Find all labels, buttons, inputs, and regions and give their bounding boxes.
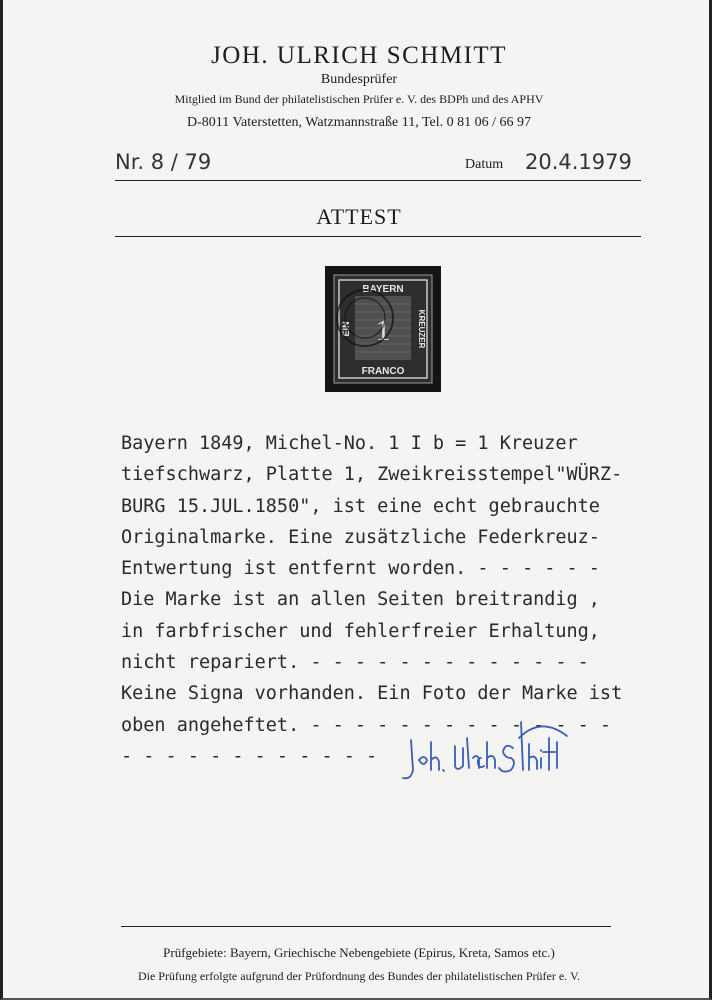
- body-line: - - - - - - - - - - - -: [121, 745, 378, 767]
- body-line: Originalmarke. Eine zusätzliche Federkreuz-: [121, 526, 600, 548]
- certificate-date: 20.4.1979: [525, 150, 632, 174]
- divider-title: [115, 236, 641, 237]
- body-line: nicht repariert. - - - - - - - - - - - - -: [121, 652, 589, 674]
- stamp-bottom-text: FRANCO: [361, 366, 405, 377]
- divider-top: [115, 180, 641, 181]
- stamp-left-text: EIN: [341, 321, 351, 337]
- address-line: D-8011 Vaterstetten, Watzmannstraße 11, Tel. 0 81 06 / 66 97: [186, 115, 532, 130]
- footer-basis: Die Prüfung erfolgte aufgrund der Prüfordnung des Bundes der philatelistischen Prüfer e. V.: [137, 969, 581, 983]
- body-line: tiefschwarz, Platte 1, Zweikreisstempel"WÜRZ-: [121, 464, 623, 486]
- body-line: Entwertung ist entfernt worden. - - - - - -: [121, 558, 600, 580]
- certificate-number: Nr. 8 / 79: [115, 150, 212, 174]
- certificate-title: ATTEST: [316, 204, 402, 229]
- date-label: Datum: [465, 157, 504, 172]
- body-line: Keine Signa vorhanden. Ein Foto der Marke ist: [121, 683, 623, 705]
- body-line: Die Marke ist an allen Seiten breitrandig ,: [121, 589, 600, 611]
- examiner-name: JOH. ULRICH SCHMITT: [211, 42, 507, 69]
- body-line: BURG 15.JUL.1850", ist eine echt gebrauchte: [121, 495, 600, 517]
- body-line: oben angeheftet. - - - - - - - - - - - - - -: [121, 714, 612, 736]
- stamp-right-text: KREUZER: [417, 309, 426, 349]
- body-line: Bayern 1849, Michel-No. 1 I b = 1 Kreuzer: [121, 433, 578, 454]
- stamp-numeral: 1: [375, 314, 391, 347]
- stamp-top-text: BAYERN: [362, 284, 404, 295]
- body-line: in farbfrischer und fehlerfreier Erhaltung,: [121, 620, 600, 642]
- divider-footer: [121, 926, 611, 927]
- stamp-photo: [325, 266, 441, 392]
- signature: [391, 708, 581, 808]
- examiner-role: Bundesprüfer: [320, 72, 398, 87]
- membership-line: Mitglied im Bund der philatelistischen Prüfer e. V. des BDPh und des APHV: [174, 92, 544, 106]
- footer-scope: Prüfgebiete: Bayern, Griechische Nebengebiete (Epirus, Kreta, Samos etc.): [163, 945, 555, 960]
